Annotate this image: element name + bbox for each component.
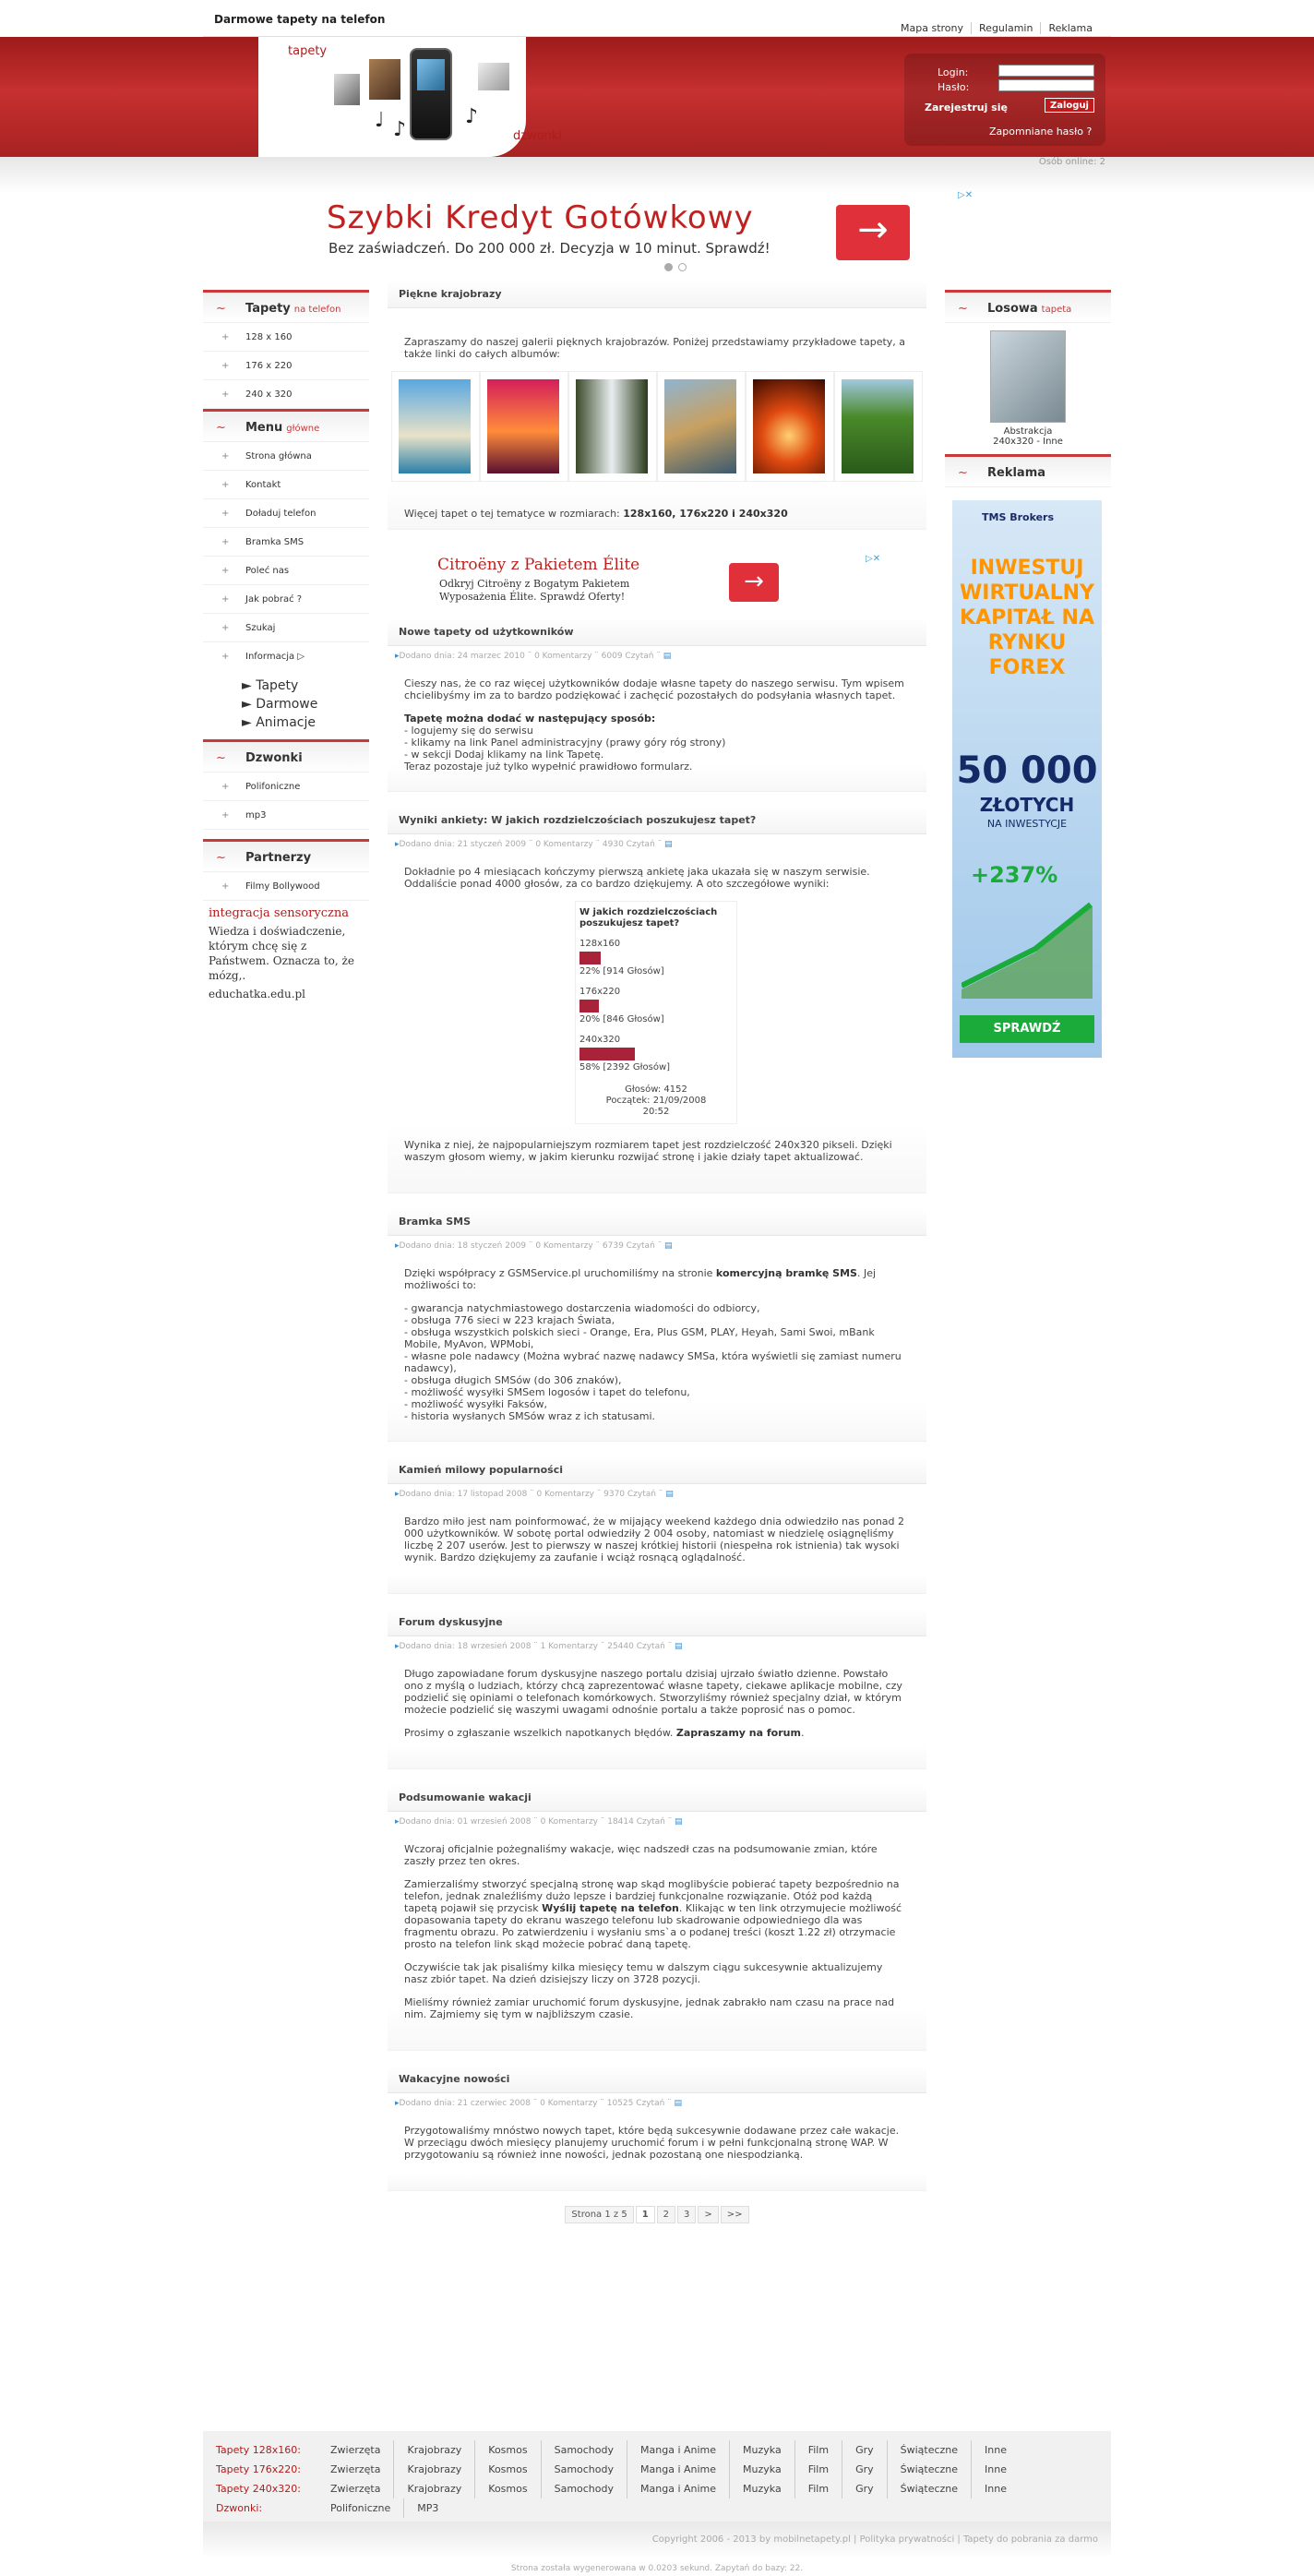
random-wallpaper-name: Abstrakcja [1003, 426, 1053, 437]
nav-item-contact[interactable]: + Kontakt [203, 471, 369, 499]
mid-ad-line1: Odkryj Citroëny z Bogatym Pakietem [439, 578, 630, 590]
print-icon[interactable]: ▤ [664, 1241, 673, 1251]
box-title: Partnerzy [245, 851, 312, 865]
article-text: Zamierzaliśmy stworzyć specjalną stronę wap skąd moglibyście pobierać tapety bezpośrednio na telefon, jednak znaleźliśmy dużo lepsze i bardziej funkcjonalne rozwiązanie. Otóż pod każdą tapetą pojawił się przycisk Wyślij tapetę na telefon. Klikając w ten link otrzymujecie możliwość dopasowania tapety do ekranu waszego telefonu lub skadrowanie odpowiedniego dla was fragmentu obrazu. Po zatwierdzeniu i wysłaniu sms`a o podanej treści (koszt 1.22 zł) otrzymacie prosto na telefon link skąd możecie pobrać daną tapetę. [404, 1878, 902, 1950]
swirl-icon: ~ [216, 421, 226, 435]
gallery-item[interactable] [746, 371, 834, 482]
article [388, 2066, 926, 2191]
poll-option-label: 128x160 [579, 939, 621, 949]
article-text: Przygotowaliśmy mnóstwo nowych tapet, które będą sukcesywnie dodawane przez całe wakacje. W przeciągu dwóch miesięcy planujemy uruchomić forum i w pełni funkcjonalną stronę WAP. W przygotowaniu są również inne nowości, jednak pozostaną one niespodzianką. [404, 2125, 900, 2161]
box-header-menu [203, 409, 369, 442]
footer-links [203, 2431, 1111, 2527]
footer-link[interactable]: Film [794, 2440, 842, 2460]
article-title[interactable]: Podsumowanie wakacji [399, 1791, 532, 1803]
footer-link[interactable]: Muzyka [729, 2440, 794, 2460]
print-icon[interactable]: ▤ [664, 840, 673, 849]
header-thumb-2 [334, 74, 360, 105]
nav-item-176[interactable]: + 176 x 220 [203, 352, 369, 380]
article-body [388, 661, 926, 792]
login-button[interactable]: Zaloguj [1045, 98, 1094, 113]
article-header [388, 1609, 926, 1636]
nav-item-info[interactable]: + Informacja ▷ [221, 652, 305, 662]
box-header-dzwonki [203, 739, 369, 773]
nav-item-bollywood[interactable]: + Filmy Bollywood [203, 872, 369, 901]
ad-choices-icon[interactable]: ▷✕ [958, 190, 974, 200]
article-list-item: - klikamy na link Panel administracyjny (prawy góry róg strony) [404, 737, 726, 749]
last-page[interactable]: >> [721, 2206, 749, 2223]
forum-link[interactable]: Zapraszamy na forum [675, 1727, 801, 1739]
footer-link[interactable]: Manga i Anime [627, 2460, 729, 2479]
article [388, 1456, 926, 1594]
article-body [388, 849, 926, 1193]
random-wallpaper[interactable] [945, 323, 1111, 454]
nav-item-128[interactable]: + 128 x 160 [203, 323, 369, 352]
ad-choices-icon[interactable]: ▷✕ [866, 554, 881, 564]
login-box [904, 54, 1105, 146]
article-list-item: - możliwość wysyłki SMSem logosów i tapet do telefonu, [404, 1386, 690, 1398]
online-count: Osób online: 2 [1038, 157, 1105, 167]
poll-question: W jakich rozdzielczościach poszukujesz tapet? [579, 907, 718, 929]
sizes-link[interactable]: 128x160, 176x220 i 240x320 [623, 508, 788, 520]
article-text: Bardzo miło jest nam poinformować, że w mijający weekend każdego dnia odwiedziło nas ponad 2 000 użytkowników. W sobotę portal odwiedziły 2 004 osoby, natomiast w niedzielę osiągnęliśmy liczbę 2 207 userów. Jest to pierwszy w naszej krótkiej historii (niespełna rok istnienia) tak wysoki wynik. Bardzo dziękujemy za zaufanie i wciąż rosnącą oglądalność. [404, 1516, 905, 1564]
swirl-icon: ~ [958, 302, 968, 316]
footer-row-label: Tapety 240x320: [216, 2483, 301, 2495]
article-text: Oczywiście tak jak pisaliśmy kilka miesięcy temu w dalszym ciągu sukcesywnie aktualizujemy nasz zbiór tapet. Na dzień dzisiejszy liczy on 3728 pozycji. [404, 1961, 883, 1985]
poll-votes: Głosów: 4152 [625, 1084, 687, 1095]
nav-item-recommend[interactable]: + Poleć nas [203, 557, 369, 585]
footer-link[interactable]: MP3 [403, 2498, 451, 2518]
article-text: Prosimy o zgłaszanie wszelkich napotkanych błędów. Zapraszamy na forum. [404, 1727, 805, 1739]
ad-brand: TMS Brokers [982, 511, 1055, 523]
top-ad-subtitle: Bez zaświadczeń. Do 200 000 zł. Decyzja w 10 minut. Sprawdź! [328, 240, 770, 257]
footer-link[interactable]: Krajobrazy [393, 2440, 474, 2460]
footer-row [203, 2498, 1111, 2518]
nav-item-polyphonic[interactable]: + Polifoniczne [203, 773, 369, 801]
article-text: Wynika z niej, że najpopularniejszym rozmiarem tapet jest rozdzielczość 240x320 pikseli. Dzięki waszym głosom wiemy, w jakim kierunku rozwijać stronę i jakie działy tapet aktualizować. [404, 1139, 892, 1163]
gallery-item[interactable] [568, 371, 657, 482]
submenu-animacje[interactable]: ► Animacje [242, 715, 316, 730]
poll-bar [579, 1048, 635, 1060]
top-links [893, 22, 1100, 34]
footer-link[interactable]: Świąteczne [887, 2479, 971, 2498]
article-meta: ▸Dodano dnia: 24 marzec 2010 ¨ 0 Komentarzy ¨ 6009 Czytań ¨ ▤ [395, 652, 672, 661]
footer-link[interactable]: Polifoniczne [330, 2502, 391, 2514]
article-meta: ▸Dodano dnia: 17 listopad 2008 ¨ 0 Komentarzy ¨ 9370 Czytań ¨ ▤ [395, 1490, 674, 1499]
left-column [203, 290, 369, 1007]
box-subtitle: tapeta [1041, 305, 1072, 315]
footer-link[interactable]: Samochody [541, 2460, 627, 2479]
partner-ad-title[interactable]: integracja sensoryczna [209, 906, 349, 920]
random-wallpaper-info: 240x320 - Inne [993, 437, 1063, 447]
box-header-partnerzy [203, 839, 369, 872]
generation-info: Strona została wygenerowana w 0.0203 sekund. Zapytań do bazy: 22. [510, 2564, 804, 2573]
footer-link[interactable]: Świąteczne [887, 2460, 971, 2479]
submenu-darmowe[interactable]: ► Darmowe [242, 697, 318, 712]
box-title: Dzwonki [245, 751, 303, 765]
poll-start: Początek: 21/09/2008 [605, 1096, 707, 1106]
rules-link[interactable]: Regulamin [971, 22, 1040, 34]
forex-ad[interactable] [952, 500, 1102, 1058]
article [388, 1784, 926, 2051]
footer-row [203, 2440, 1111, 2460]
header [203, 37, 1111, 157]
footer-link[interactable]: Samochody [541, 2440, 627, 2460]
article-text: Zapraszamy do naszej galerii pięknych krajobrazów. Poniżej przedstawiamy przykładowe tapety, a także linki do całych albumów: [404, 336, 906, 360]
gallery-item[interactable] [657, 371, 746, 482]
wallpaper-gallery [391, 371, 923, 482]
right-column [945, 290, 1111, 1058]
article-subheading: Tapetę można dodać w następujący sposób: [404, 713, 656, 725]
partner-ad-desc: Wiedza i doświadczenie, którym chcę się z Państwem. Oznacza to, że mózg,. [209, 925, 354, 982]
page-label: Strona 1 z 5 [565, 2206, 633, 2223]
poll-option-result: 22% [914 Głosów] [579, 966, 664, 976]
phone-image [410, 48, 452, 140]
article-list-item: - historia wysłanych SMSów wraz z ich statusami. [404, 1410, 656, 1422]
article-title[interactable]: Wakacyjne nowości [399, 2073, 510, 2085]
header-shadow [0, 157, 1314, 194]
article-list-item: - obsługa długich SMSów (do 306 znaków), [404, 1374, 622, 1386]
swirl-icon: ~ [216, 302, 226, 316]
info-submenu [203, 671, 369, 739]
ad-amount: 50 000 [956, 749, 1098, 792]
page-2[interactable]: 2 [657, 2206, 675, 2223]
footer-row [203, 2460, 1111, 2479]
mid-ad-title: Citroëny z Pakietem Élite [437, 556, 640, 574]
article-list-item: - w sekcji Dodaj klikamy na link Tapetę. [404, 749, 604, 761]
article-body [388, 2108, 926, 2191]
article [388, 281, 926, 530]
footer-link[interactable]: Krajobrazy [393, 2479, 474, 2498]
footer-link[interactable]: Kosmos [474, 2440, 540, 2460]
box-header-losowa [945, 290, 1111, 323]
box-title: Reklama [987, 466, 1046, 480]
gallery-item[interactable] [391, 371, 480, 482]
nav-item-home[interactable]: + Strona główna [203, 442, 369, 471]
print-icon[interactable]: ▤ [674, 2099, 683, 2108]
article-header [388, 618, 926, 646]
footer-link[interactable]: Zwierzęta [330, 2483, 381, 2495]
footer-link[interactable]: Muzyka [729, 2460, 794, 2479]
footer-link[interactable]: Zwierzęta [330, 2444, 381, 2456]
box-title: Losowa [987, 302, 1038, 316]
footer-link[interactable]: Inne [971, 2440, 1020, 2460]
article-meta: ▸Dodano dnia: 21 styczeń 2009 ¨ 0 Komentarzy ¨ 4930 Czytań ¨ ▤ [395, 840, 673, 849]
poll-bar [579, 952, 601, 965]
nav-item-search[interactable]: + Szukaj [203, 614, 369, 642]
article [388, 618, 926, 792]
login-input[interactable] [998, 65, 1094, 77]
print-icon[interactable]: ▤ [663, 652, 672, 661]
article-list-item: - logujemy się do serwisu [404, 725, 533, 737]
box-header-reklama [945, 454, 1111, 487]
ad-tag: NA INWESTYCJE [986, 818, 1068, 830]
nav-item-topup[interactable]: + Doładuj telefon [203, 499, 369, 528]
article [388, 1208, 926, 1442]
article-list-item: - obsługa wszystkich polskich sieci - Orange, Era, Plus GSM, PLAY, Heyah, Sami Swoi, mBank Mobile, MyAvon, WPMobi, [404, 1326, 875, 1350]
forgot-password-link[interactable]: Zapomniane hasło ? [989, 126, 1093, 138]
article-body [388, 308, 926, 530]
poll-results [575, 901, 737, 1124]
ad-cta-button[interactable]: SPRAWDŹ [960, 1015, 1094, 1043]
poll-option-label: 176x220 [579, 987, 621, 997]
article-list-item: - własne pole nadawcy (Można wybrać nazwę nadawcy SMSa, która wyświetli się zamiast numeru nadawcy), [404, 1350, 902, 1374]
article-title[interactable]: Bramka SMS [399, 1216, 472, 1228]
footer-link[interactable]: Film [794, 2479, 842, 2498]
article-header [388, 1784, 926, 1812]
main-content [388, 281, 926, 2223]
poll-option-result: 58% [2392 Głosów] [579, 1062, 671, 1072]
article-text: Cieszy nas, że co raz więcej użytkowników dodaje własne tapety do naszego serwisu. Tym wpisem chcielibyśmy im za to bardzo podziękować i zachęcić pozostałych do podsyłania własnych tapet. [404, 677, 904, 701]
article-list-item: - gwarancja natychmiastowego dostarczenia wiadomości do odbiorcy, [404, 1302, 760, 1314]
footer-link[interactable]: Manga i Anime [627, 2440, 729, 2460]
article [388, 1609, 926, 1769]
gallery-item[interactable] [480, 371, 568, 482]
article-list-item: - obsługa 776 sieci w 223 krajach Świata, [404, 1314, 615, 1326]
footer-row-label: Tapety 176x220: [216, 2463, 301, 2475]
poll-option-result: 20% [846 Głosów] [579, 1014, 664, 1024]
swirl-icon: ~ [216, 851, 226, 865]
box-header-tapety [203, 290, 369, 323]
article-text: Długo zapowiadane forum dyskusyjne naszego portalu dzisiaj ujrzało światło dzienne. Powstało ono z myślą o ludziach, którzy chcą zaprezentować własne tapety, ciekawe aplikacje mobilne, czy podzielić się opiniami o telefonach komórkowych. Stworzyliśmy również specjalny dział, w którym możecie podzielić się waszymi uwagami odnośnie portalu a także poprosić nas o pomoc. [404, 1668, 902, 1716]
header-thumb-1 [369, 59, 400, 100]
header-thumb-3 [478, 63, 509, 90]
footer-link[interactable]: Muzyka [729, 2479, 794, 2498]
box-subtitle: na telefon [293, 305, 341, 315]
article-meta: ▸Dodano dnia: 18 styczeń 2009 ¨ 0 Komentarzy ¨ 6739 Czytań ¨ ▤ [395, 1241, 673, 1251]
article-body [388, 1251, 926, 1442]
article-text: Dzięki współpracy z GSMService.pl uruchomiliśmy na stronie komercyjną bramkę SMS. Jej możliwości to: [404, 1267, 877, 1291]
nav-item-howto[interactable]: + Jak pobrać ? [203, 585, 369, 614]
page-1[interactable]: 1 [636, 2206, 655, 2223]
partner-ad-url[interactable]: educhatka.edu.pl [209, 988, 306, 1000]
footer-link[interactable]: Świąteczne [887, 2440, 971, 2460]
nav-item-240[interactable]: + 240 x 320 [203, 380, 369, 409]
footer-link[interactable]: Gry [842, 2440, 887, 2460]
mid-ad[interactable] [406, 545, 895, 609]
header-tapety-link[interactable]: tapety [288, 44, 328, 58]
swirl-icon: ~ [216, 751, 226, 765]
footer-link[interactable]: Zwierzęta [330, 2463, 381, 2475]
article-text: Dokładnie po 4 miesiącach kończymy pierwszą ankietę jaka ukazała się w naszym serwisie. Oddaliście ponad 4000 głosów, za co bardzo dziękujemy. A oto szczegółowe wyniki: [404, 866, 870, 890]
random-wallpaper-image[interactable] [990, 330, 1066, 423]
footer-link[interactable]: Manga i Anime [627, 2479, 729, 2498]
arrow-right-icon[interactable]: → [836, 205, 910, 260]
article-list-item: Teraz pozostaje już tylko wypełnić prawidłowo formularz. [404, 761, 693, 773]
top-ad[interactable] [314, 192, 993, 270]
dot-icon[interactable] [664, 263, 673, 271]
music-note-icon: ♪ [393, 118, 407, 141]
mid-ad-line2: Wyposażenia Élite. Sprawdź Oferty! [439, 591, 626, 603]
print-icon[interactable]: ▤ [675, 1817, 683, 1827]
article-header [388, 807, 926, 834]
box-subtitle: główne [286, 424, 320, 434]
footer-row [203, 2479, 1111, 2498]
sitemap-link[interactable]: Mapa strony [901, 22, 964, 34]
footer-link[interactable]: Film [794, 2460, 842, 2479]
ad-dots [664, 262, 692, 274]
footer-link[interactable]: Samochody [541, 2479, 627, 2498]
page-3[interactable]: 3 [677, 2206, 696, 2223]
login-label: Login: [938, 66, 969, 78]
article-meta: ▸Dodano dnia: 21 czerwiec 2008 ¨ 0 Komentarzy ¨ 10525 Czytań ¨ ▤ [395, 2099, 683, 2108]
article-title[interactable]: Wyniki ankiety: W jakich rozdzielczościach poszukujesz tapet? [399, 814, 757, 826]
footer-row-label: Tapety 128x160: [216, 2444, 301, 2456]
ad-headline: INWESTUJ WIRTUALNY KAPITAŁ NA RYNKU FOREX [960, 557, 1094, 679]
box-title: Menu [245, 421, 283, 435]
password-input[interactable] [998, 79, 1094, 91]
article-body [388, 1827, 926, 2051]
arrow-right-icon[interactable]: → [729, 563, 779, 602]
sms-gateway-link[interactable]: komercyjną bramkę SMS [715, 1267, 857, 1279]
footer-link[interactable]: Gry [842, 2460, 887, 2479]
poll-bar [579, 1000, 599, 1012]
article-meta: ▸Dodano dnia: 01 wrzesień 2008 ¨ 0 Komentarzy ¨ 18414 Czytań ¨ ▤ [395, 1817, 683, 1827]
password-label: Hasło: [938, 81, 970, 93]
footer-link[interactable]: Krajobrazy [393, 2460, 474, 2479]
article-body [388, 1499, 926, 1594]
gallery-item[interactable] [834, 371, 923, 482]
article [388, 807, 926, 1193]
money-chart-icon [962, 897, 1093, 999]
article-title[interactable]: Piękne krajobrazy [399, 288, 502, 300]
partner-ad[interactable] [203, 901, 369, 1007]
article-header [388, 281, 926, 308]
box-title: Tapety [245, 302, 291, 316]
article-title[interactable]: Nowe tapety od użytkowników [399, 626, 574, 638]
article-header [388, 1456, 926, 1484]
top-bar [203, 9, 1111, 37]
music-note-icon: ♪ [465, 105, 479, 128]
header-dzwonki-link[interactable]: dzwonki [513, 129, 563, 143]
send-wallpaper-link[interactable]: Wyślij tapetę na telefon [542, 1902, 679, 1914]
dot-icon[interactable] [678, 263, 687, 271]
article-header [388, 1208, 926, 1236]
nav-item-sms[interactable]: + Bramka SMS [203, 528, 369, 557]
print-icon[interactable]: ▤ [675, 1642, 683, 1651]
print-icon[interactable]: ▤ [665, 1490, 674, 1499]
article-text: Mieliśmy również zamiar uruchomić forum dyskusyjne, jednak zabrakło nam czasu na prace nad nim. Zajmiemy się tym w najbliższym czasie. [404, 1996, 895, 2020]
footer-link[interactable]: Gry [842, 2479, 887, 2498]
article-list-item: - możliwość wysyłki Faksów, [404, 1398, 547, 1410]
footer-link[interactable]: Inne [971, 2460, 1020, 2479]
article-text: Wczoraj oficjalnie pożegnaliśmy wakacje, więc nadszedł czas na podsumowanie zmian, które zaszły przez ten okres. [404, 1843, 878, 1867]
ad-currency: ZŁOTYCH [979, 794, 1075, 816]
footer-link[interactable]: Kosmos [474, 2460, 540, 2479]
next-page[interactable]: > [698, 2206, 718, 2223]
article-body [388, 1651, 926, 1769]
swirl-icon: ~ [958, 466, 968, 480]
ads-link[interactable]: Reklama [1040, 22, 1100, 34]
footer-link[interactable]: Inne [971, 2479, 1020, 2498]
poll-time: 20:52 [642, 1107, 670, 1117]
pagination [388, 2206, 926, 2223]
register-link[interactable]: Zarejestruj się [925, 102, 1008, 114]
ad-percent: +237% [971, 862, 1058, 888]
footer-link[interactable]: Kosmos [474, 2479, 540, 2498]
article-meta: ▸Dodano dnia: 18 wrzesień 2008 ¨ 1 Komentarzy ¨ 25440 Czytań ¨ ▤ [395, 1642, 683, 1651]
copyright[interactable]: Copyright 2006 - 2013 by mobilnetapety.pl | Polityka prywatności | Tapety do pobrania za darmo [203, 2522, 1111, 2558]
footer-row-label: Dzwonki: [216, 2502, 263, 2514]
top-ad-title: Szybki Kredyt Gotówkowy [327, 199, 754, 236]
article-title[interactable]: Kamień milowy popularności [399, 1464, 564, 1476]
music-note-icon: ♩ [375, 109, 385, 132]
poll-option-label: 240x320 [579, 1035, 621, 1045]
site-title[interactable]: Darmowe tapety na telefon [214, 13, 386, 26]
article-title[interactable]: Forum dyskusyjne [399, 1616, 503, 1628]
nav-item-mp3[interactable]: + mp3 [203, 801, 369, 830]
more-sizes: Więcej tapet o tej tematyce w rozmiarach: 128x160, 176x220 i 240x320 [404, 508, 788, 520]
submenu-tapety[interactable]: ► Tapety [242, 678, 299, 693]
article-header [388, 2066, 926, 2093]
